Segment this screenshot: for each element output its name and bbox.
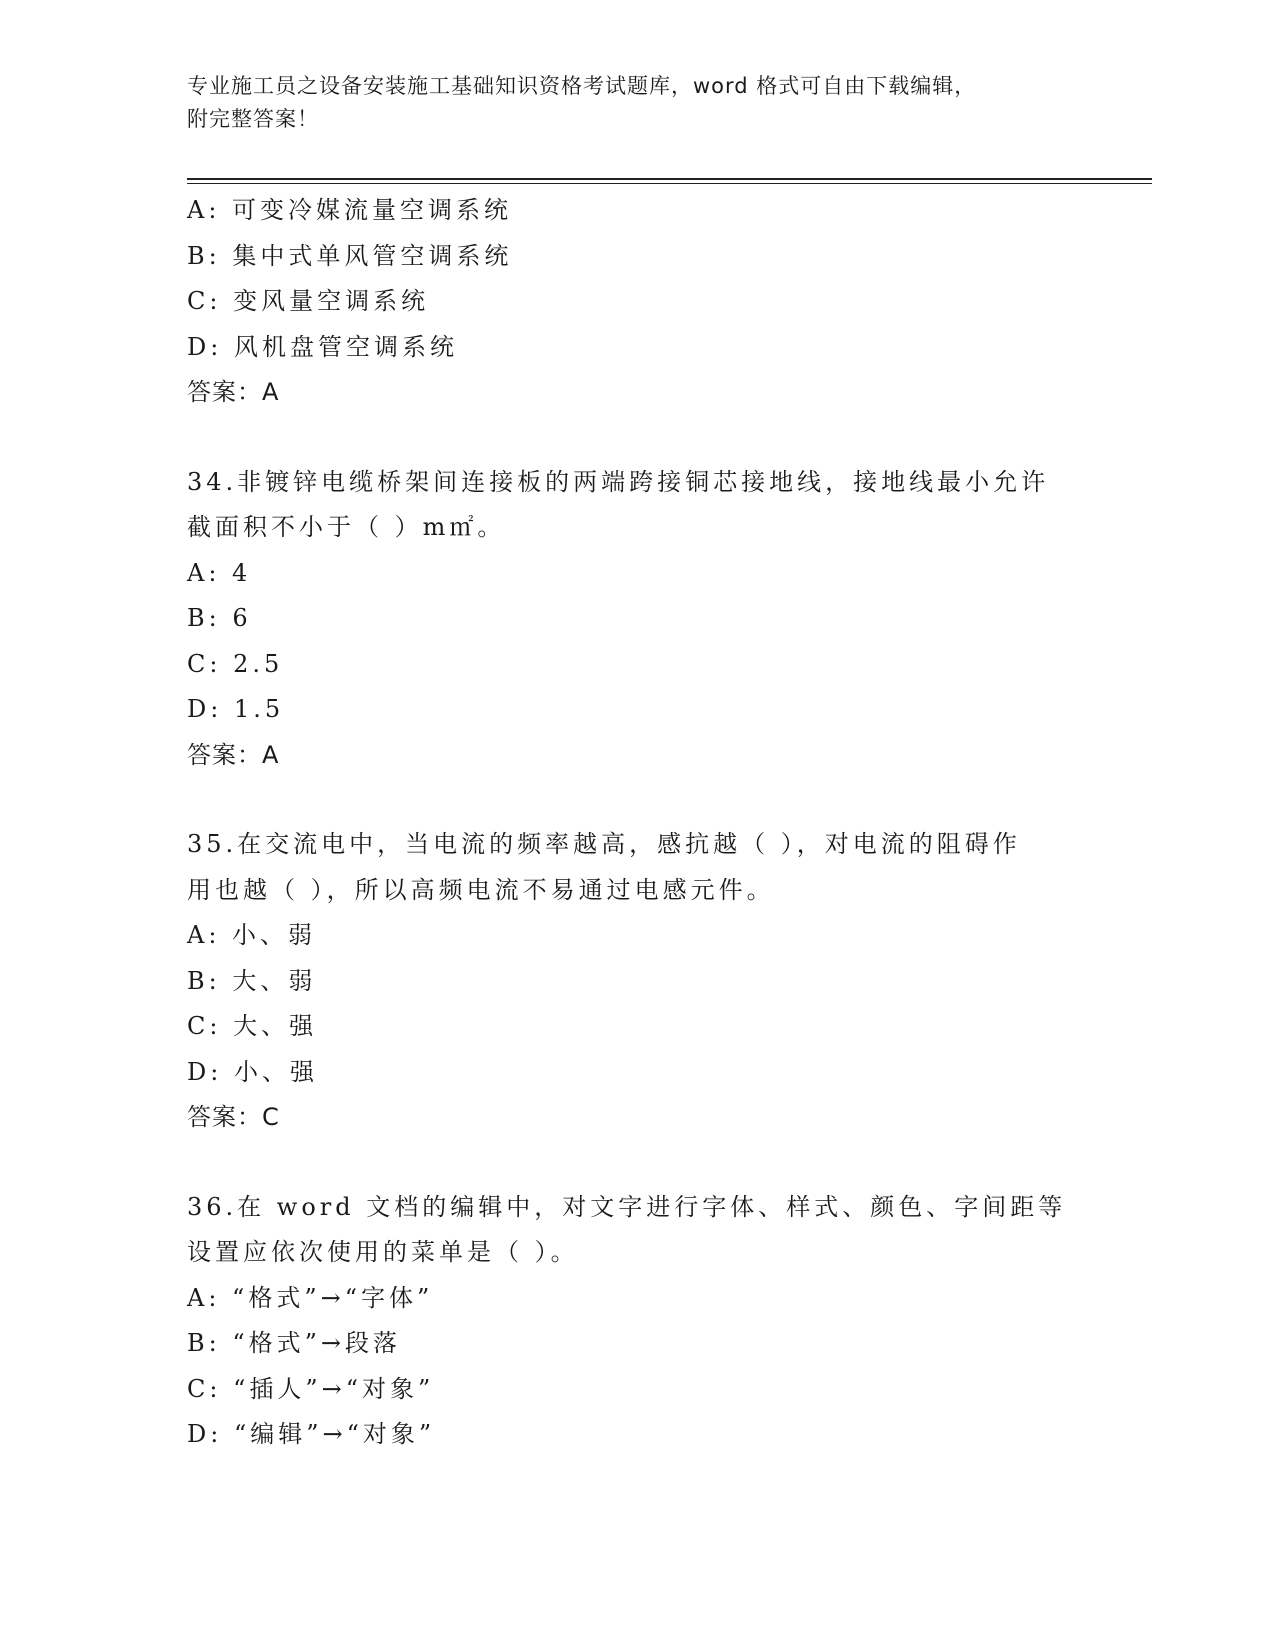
option-c: C: 变风量空调系统: [187, 287, 430, 315]
block-spacer: [187, 1141, 1087, 1185]
option-a: A: “格式”→“字体”: [187, 1283, 434, 1312]
question-text-line-1: 35.在交流电中，当电流的频率越高，感抗越（ ），对电流的阻碍作: [187, 830, 1021, 858]
question-block-34: [187, 460, 1087, 779]
question-block-36: [187, 1185, 1087, 1458]
header-rule-thin: [187, 183, 1152, 184]
question-text-line-1: 36.在 word 文档的编辑中，对文字进行字体、样式、颜色、字间距等: [187, 1192, 1067, 1221]
question-block-35: [187, 822, 1087, 1141]
header-line-2: 附完整答案！: [187, 107, 319, 131]
question-list: [187, 188, 1087, 1458]
question-text-line-1: 34.非镀锌电缆桥架间连接板的两端跨接铜芯接地线，接地线最小允许: [187, 467, 1050, 496]
option-c: C: “插人”→“对象”: [187, 1374, 435, 1403]
block-spacer: [187, 416, 1087, 460]
question-text-line-2: 截面积不小于（ ）m㎡。: [187, 513, 506, 541]
question-text-line-2: 设置应依次使用的菜单是（ ）。: [187, 1238, 579, 1266]
option-b: B: 6: [187, 604, 252, 632]
option-a: A: 小、弱: [187, 921, 317, 949]
question-block-33: [187, 188, 1087, 416]
option-b: B: 大、弱: [187, 966, 317, 995]
option-c: C: 2.5: [187, 649, 284, 678]
answer-line: 答案：C: [187, 1103, 280, 1131]
option-a: A: 可变冷媒流量空调系统: [187, 196, 513, 224]
option-d: D: 小、强: [187, 1057, 318, 1086]
option-d: D: 1.5: [187, 695, 285, 723]
option-c: C: 大、强: [187, 1012, 318, 1040]
question-text-line-2: 用也越（ ），所以高频电流不易通过电感元件。: [187, 875, 775, 904]
page-header: [187, 70, 1087, 136]
option-d: D: “编辑”→“对象”: [187, 1420, 436, 1448]
option-b: B: 集中式单风管空调系统: [187, 241, 513, 270]
block-spacer: [187, 778, 1087, 822]
option-d: D: 风机盘管空调系统: [187, 332, 458, 361]
answer-line: 答案：A: [187, 378, 280, 406]
header-line-1: 专业施工员之设备安装施工基础知识资格考试题库，word 格式可自由下载编辑，: [187, 74, 977, 98]
option-a: A: 4: [187, 558, 252, 587]
option-b: B: “格式”→段落: [187, 1329, 401, 1357]
header-rule-thick: [187, 178, 1152, 180]
answer-line: 答案：A: [187, 740, 280, 769]
